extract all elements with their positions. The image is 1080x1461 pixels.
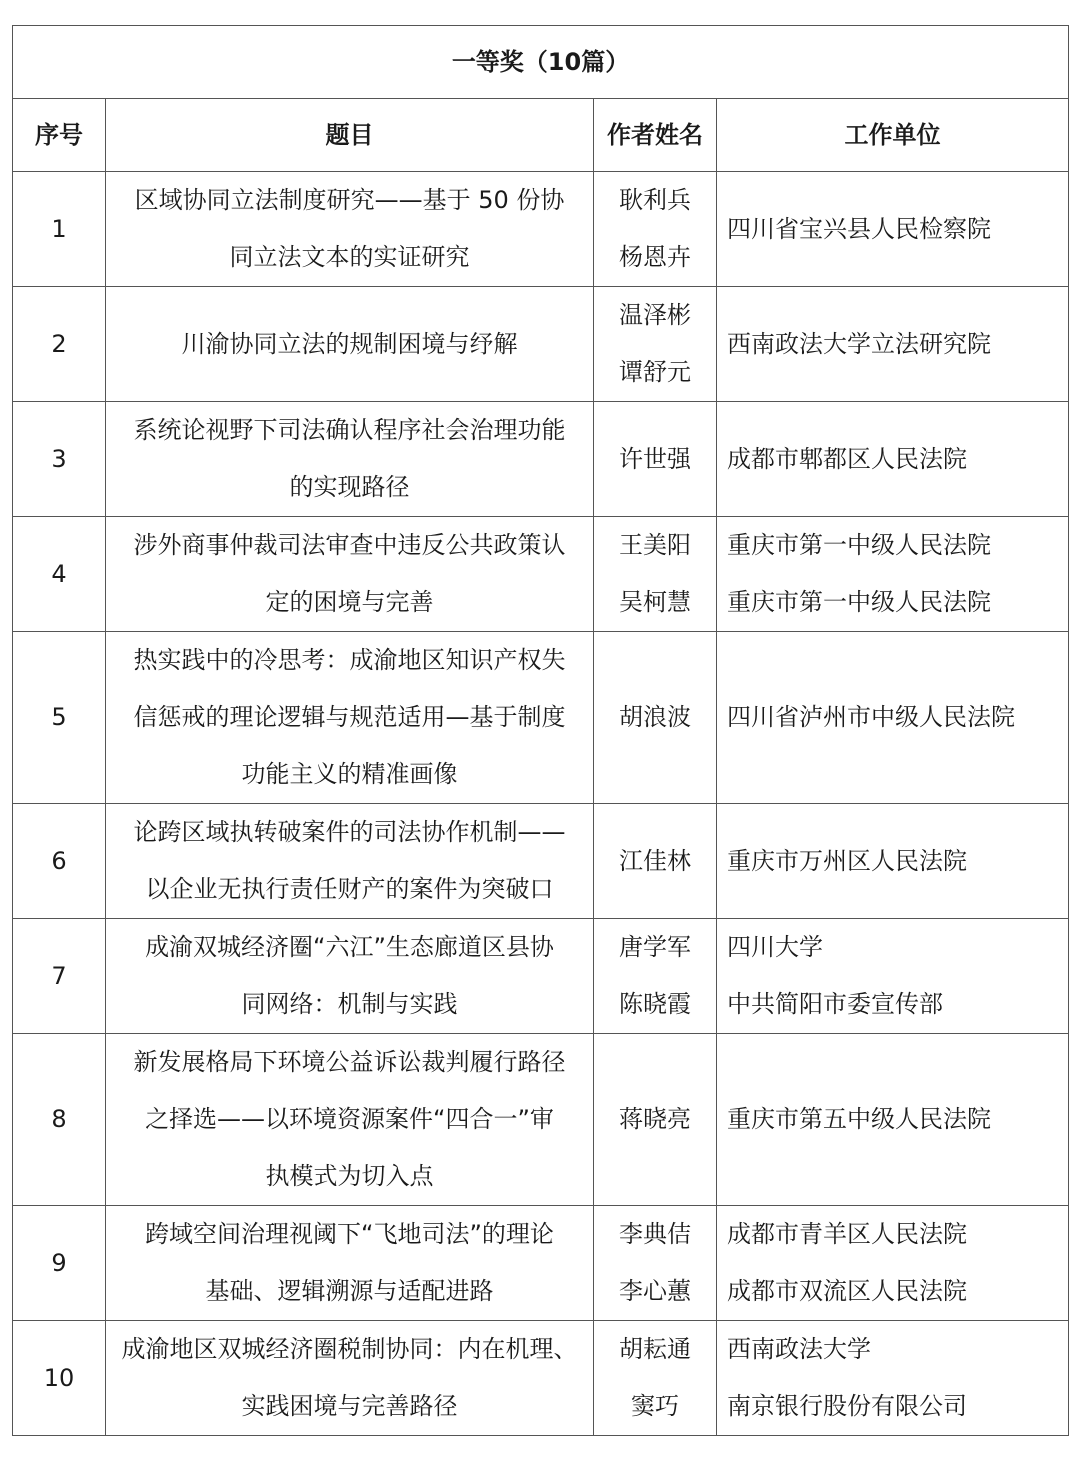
author-names-line: 吴柯慧 <box>619 588 691 616</box>
author-names-line: 李心蕙 <box>619 1277 691 1305</box>
work-unit-line: 中共简阳市委宣传部 <box>727 990 943 1018</box>
paper-title-line: 基础、逻辑溯源与适配进路 <box>205 1277 494 1305</box>
work-unit-line: 重庆市万州区人民法院 <box>727 846 967 875</box>
row-number: 7 <box>13 919 106 1034</box>
row-number: 2 <box>13 287 106 402</box>
paper-title-line: 新发展格局下环境公益诉讼裁判履行路径 <box>133 1048 566 1076</box>
author-names-line: 温泽彬 <box>619 301 691 329</box>
work-unit <box>717 1034 1069 1206</box>
paper-title-line: 之择选——以环境资源案件“四合一”审 <box>145 1105 554 1133</box>
author-names <box>594 1034 717 1206</box>
table-row <box>13 402 1069 517</box>
paper-title-line: 区域协同立法制度研究——基于 50 份协 <box>134 186 565 214</box>
paper-title-line: 涉外商事仲裁司法审查中违反公共政策认 <box>133 531 566 559</box>
paper-title-line: 系统论视野下司法确认程序社会治理功能 <box>133 416 566 444</box>
paper-title <box>106 402 594 517</box>
paper-title <box>106 287 594 402</box>
author-names <box>594 172 717 287</box>
work-unit <box>717 632 1069 804</box>
author-names <box>594 804 717 919</box>
table-title: 一等奖（10篇） <box>13 26 1069 99</box>
paper-title-line: 同网络：机制与实践 <box>241 990 458 1018</box>
paper-title <box>106 172 594 287</box>
work-unit <box>717 804 1069 919</box>
paper-title-line: 执模式为切入点 <box>265 1162 434 1190</box>
table-row <box>13 804 1069 919</box>
row-number: 1 <box>13 172 106 287</box>
work-unit <box>717 402 1069 517</box>
table-row <box>13 1034 1069 1206</box>
paper-title-line: 热实践中的冷思考：成渝地区知识产权失 <box>133 646 566 674</box>
table-body <box>13 172 1069 1436</box>
work-unit-line: 四川省泸州市中级人民法院 <box>727 703 1015 731</box>
row-number: 4 <box>13 517 106 632</box>
paper-title-line: 论跨区域执转破案件的司法协作机制—— <box>133 818 566 846</box>
author-names-line: 李典佶 <box>619 1220 691 1248</box>
author-names-line: 许世强 <box>619 444 691 473</box>
table-row <box>13 287 1069 402</box>
author-names-line: 杨恩卉 <box>619 243 691 271</box>
work-unit-line: 重庆市第一中级人民法院 <box>727 588 991 616</box>
paper-title-line: 信惩戒的理论逻辑与规范适用—基于制度 <box>133 703 566 731</box>
paper-title-line: 功能主义的精准画像 <box>241 760 458 788</box>
paper-title <box>106 1321 594 1436</box>
work-unit-line: 重庆市第五中级人民法院 <box>727 1105 991 1133</box>
work-unit-line: 成都市双流区人民法院 <box>727 1277 967 1305</box>
author-names <box>594 402 717 517</box>
header-author: 作者姓名 <box>594 99 717 172</box>
author-names <box>594 1206 717 1321</box>
work-unit-line: 成都市青羊区人民法院 <box>727 1220 967 1248</box>
work-unit <box>717 1206 1069 1321</box>
author-names-line: 胡浪波 <box>619 703 691 731</box>
author-names <box>594 919 717 1034</box>
header-row <box>13 99 1069 172</box>
table-row <box>13 172 1069 287</box>
paper-title <box>106 1034 594 1206</box>
paper-title <box>106 1206 594 1321</box>
paper-title-line: 跨域空间治理视阈下“飞地司法”的理论 <box>145 1220 554 1248</box>
work-unit-line: 成都市郫都区人民法院 <box>727 444 967 473</box>
work-unit-line: 西南政法大学立法研究院 <box>727 329 991 358</box>
row-number: 9 <box>13 1206 106 1321</box>
author-names-line: 蒋晓亮 <box>619 1105 691 1133</box>
work-unit <box>717 1321 1069 1436</box>
author-names <box>594 287 717 402</box>
author-names-line: 江佳林 <box>619 846 691 875</box>
header-no: 序号 <box>13 99 106 172</box>
award-table <box>12 25 1069 1436</box>
author-names-line: 窦巧 <box>631 1392 679 1420</box>
work-unit <box>717 517 1069 632</box>
work-unit <box>717 172 1069 287</box>
paper-title-line: 实践困境与完善路径 <box>241 1392 458 1420</box>
paper-title-line: 成渝地区双城经济圈税制协同：内在机理、 <box>121 1335 578 1363</box>
author-names-line: 谭舒元 <box>619 358 691 386</box>
author-names-line: 王美阳 <box>619 531 691 559</box>
paper-title <box>106 517 594 632</box>
row-number: 10 <box>13 1321 106 1436</box>
author-names-line: 唐学军 <box>619 933 691 961</box>
table-row <box>13 632 1069 804</box>
work-unit-line: 西南政法大学 <box>727 1335 871 1363</box>
work-unit <box>717 919 1069 1034</box>
paper-title-line: 成渝双城经济圈“六江”生态廊道区县协 <box>145 933 554 961</box>
work-unit-line: 四川大学 <box>727 933 823 961</box>
table-row <box>13 1321 1069 1436</box>
paper-title-line: 定的困境与完善 <box>265 588 434 616</box>
author-names <box>594 632 717 804</box>
table-row <box>13 1206 1069 1321</box>
row-number: 8 <box>13 1034 106 1206</box>
row-number: 6 <box>13 804 106 919</box>
paper-title-line: 川渝协同立法的规制困境与纾解 <box>181 329 518 358</box>
paper-title <box>106 804 594 919</box>
work-unit <box>717 287 1069 402</box>
table-title-row <box>13 26 1069 99</box>
table-row <box>13 517 1069 632</box>
paper-title-line: 同立法文本的实证研究 <box>229 243 470 271</box>
author-names-line: 陈晓霞 <box>619 990 691 1018</box>
row-number: 3 <box>13 402 106 517</box>
work-unit-line: 南京银行股份有限公司 <box>727 1392 967 1420</box>
paper-title-line: 以企业无执行责任财产的案件为突破口 <box>145 875 554 903</box>
paper-title <box>106 632 594 804</box>
author-names <box>594 1321 717 1436</box>
work-unit-line: 重庆市第一中级人民法院 <box>727 531 991 559</box>
work-unit-line: 四川省宝兴县人民检察院 <box>727 214 991 243</box>
paper-title <box>106 919 594 1034</box>
author-names <box>594 517 717 632</box>
header-unit: 工作单位 <box>717 99 1069 172</box>
header-title: 题目 <box>106 99 594 172</box>
author-names-line: 胡耘通 <box>619 1335 691 1363</box>
table-row <box>13 919 1069 1034</box>
row-number: 5 <box>13 632 106 804</box>
paper-title-line: 的实现路径 <box>289 473 410 501</box>
author-names-line: 耿利兵 <box>619 186 691 214</box>
